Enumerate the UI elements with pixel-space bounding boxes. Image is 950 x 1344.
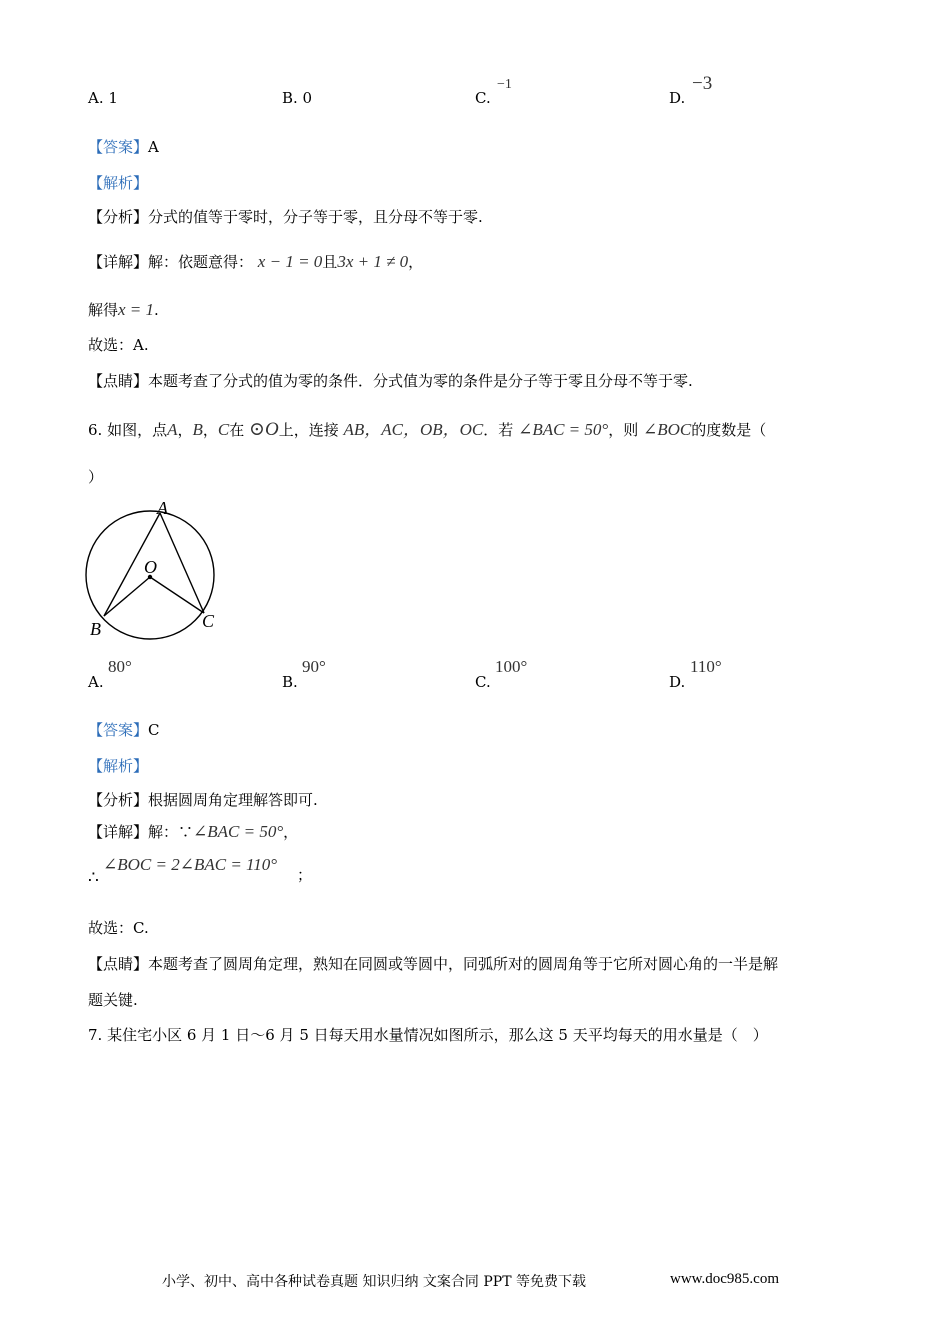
q6-analysis-tag: 【解析】 [88,757,149,775]
q6-shang: 上，连接 [278,421,339,439]
q6-option-a-label: A. [88,673,104,691]
q6-fenxi: 【分析】根据圆周角定理解答即可. [88,791,318,809]
q6-given-angle: ∠BAC = 50° [518,420,609,439]
q6-segments: AB，AC，OB，OC [343,420,484,439]
q6-zai: 在 [229,421,245,439]
q6-point-c: C [217,420,230,439]
label-c: C [202,611,215,631]
xiangjie-eq: ∠BAC = 50° [193,822,284,841]
q6-option-a-value: 80° [108,657,132,676]
xiangjie-end: ， [283,823,299,841]
segment-ob [104,577,150,616]
label-b: B [90,619,101,639]
q6-therefore: ∴ [88,868,99,888]
q5-option-a: A. 1 [88,89,118,107]
q5-jiede [88,299,159,320]
xiangjie-eq1: x − 1 = 0 [257,252,323,271]
xiangjie-prefix: 【详解】解：∵ [88,823,194,841]
q6-option-d-label: D. [669,673,686,691]
q5-option-d: D. [669,89,686,107]
xiangjie-prefix: 【详解】解：依题意得： [88,253,254,271]
answer-tag: 【答案】 [88,138,149,156]
q6-close-paren: ） [88,468,104,486]
footer-text: 小学、初中、高中各种试卷真题 知识归纳 文案合同 PPT 等免费下载 [162,1274,586,1290]
answer-tag: 【答案】 [88,721,149,739]
q6-circle-o: ⊙O [249,419,279,440]
q6-xiangjie [88,821,298,842]
q6-result-end: ； [297,866,313,884]
q5-dianjing: 【点睛】本题考查了分式的值为零的条件．分式值为零的条件是分子等于零且分母不等于零. [88,372,693,390]
q6-stem [88,415,766,441]
xiangjie-end: ， [408,253,424,271]
footer-url[interactable]: www.doc985.com [670,1271,780,1287]
q6-sep1: ， [177,421,193,439]
q6-option-d-value: 110° [690,657,722,676]
q5-analysis-tag: 【解析】 [88,174,149,192]
q6-option-b-value: 90° [302,657,326,676]
xiangjie-mid: 且 [322,253,338,271]
q6-ze: ，则 [608,421,639,439]
circle-figure [80,495,225,645]
jiede-prefix: 解得 [88,301,119,319]
label-o: O [144,557,157,577]
xiangjie-eq2: 3x + 1 ≠ 0 [337,252,409,271]
q6-point-a: A [167,420,178,439]
q6-result-eq: ∠BOC = 2∠BAC = 110° [103,855,278,874]
q7-stem: 7. 某住宅小区 6 月 1 日～6 月 5 日每天用水量情况如图所示，那么这 5 天平均每天的用水量是（ ） [88,1026,768,1044]
q6-ruo: ．若 [483,421,514,439]
q5-guxuan: 故选：A. [88,336,149,354]
q6-tail: 的度数是（ [691,421,767,439]
jiede-end: . [154,301,159,319]
q5-option-b: B. 0 [282,89,313,107]
jiede-eq: x = 1 [118,300,155,319]
q6-sep2: ， [202,421,218,439]
q5-xiangjie [88,251,423,272]
q6-guxuan: 故选：C. [88,919,149,937]
q5-option-c-value: −1 [497,77,512,92]
q6-point-b: B [192,420,203,439]
q5-option-d-value: −3 [692,73,713,94]
q6-answer-line [88,719,160,740]
q6-dianjing-line1: 【点睛】本题考查了圆周角定理，熟知在同圆或等圆中，同弧所对的圆周角等于它所对圆心角的一半是解 [88,955,779,973]
q5-fenxi: 【分析】分式的值等于零时，分子等于零，且分母不等于零. [88,208,483,226]
q6-target-angle: ∠BOC [643,420,692,439]
label-a: A [157,498,168,518]
answer-value: A [148,138,159,156]
q6-option-c-label: C. [475,673,491,691]
q6-option-c-value: 100° [495,657,528,676]
q5-option-c: C. [475,89,491,107]
q6-option-b-label: B. [282,673,298,691]
q6-stem-a: 6. 如图，点 [88,421,168,439]
q6-dianjing-line2: 题关键. [88,991,138,1009]
q5-answer-line [88,136,159,157]
answer-value: C [148,721,160,739]
